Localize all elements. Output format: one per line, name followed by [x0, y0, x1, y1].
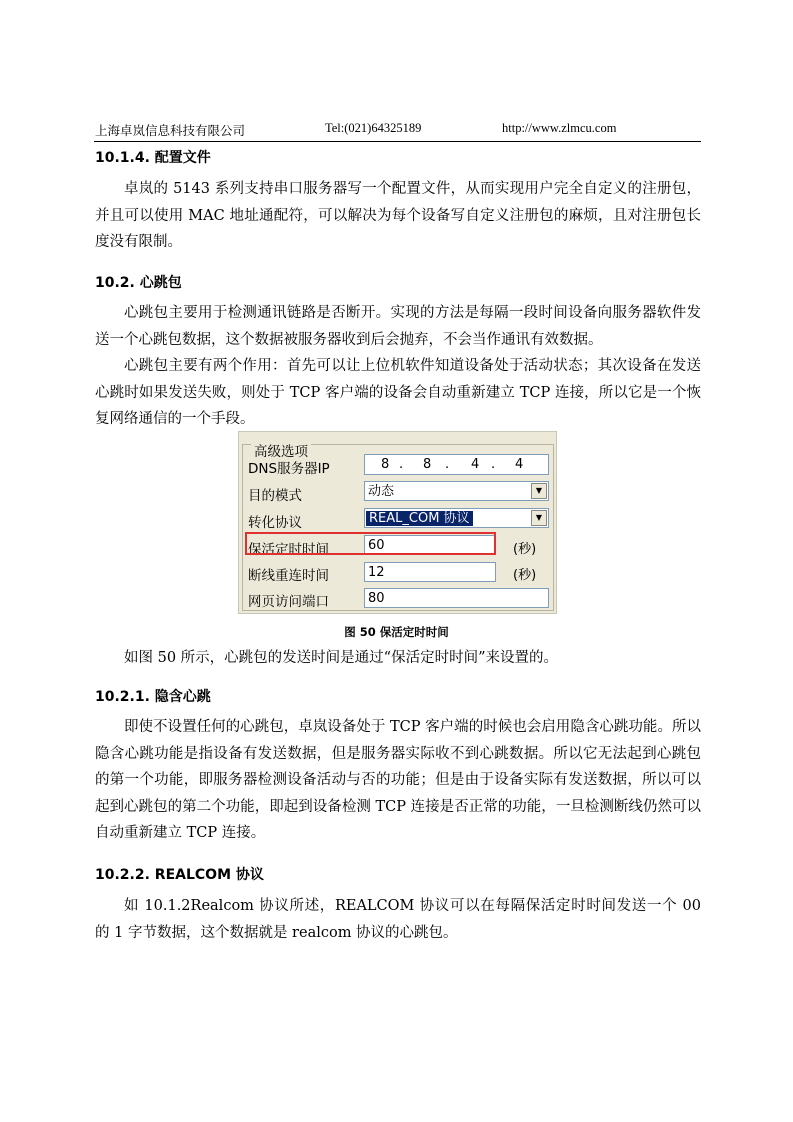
heading-10-2-1: 10.2.1. 隐含心跳 [95, 689, 211, 705]
paragraph-heartbeat-intro: 心跳包主要用于检测通讯链路是否断开。实现的方法是每隔一段时间设备向服务器软件发送一个心跳包数据，这个数据被服务器收到后会抛弃，不会当作通讯有效数据。 [95, 305, 701, 348]
group-title: 高级选项 [251, 444, 311, 460]
dns-dot-2: . [445, 457, 450, 472]
dns-label: DNS服务器IP [248, 461, 330, 477]
header-rule [94, 141, 701, 142]
dns-octet-4: 4 [515, 457, 524, 472]
keepalive-label: 保活定时时间 [248, 542, 329, 558]
header-url[interactable]: http://www.zlmcu.com [502, 121, 617, 135]
webport-value: 80 [368, 591, 385, 606]
paragraph-realcom: 如 10.1.2Realcom 协议所述，REALCOM 协议可以在每隔保活定时时间发送一个 00 的 1 字节数据，这个数据就是 realcom 协议的心跳包。 [95, 898, 701, 941]
paragraph-config-file: 卓岚的 5143 系列支持串口服务器写一个配置文件，从而实现用户完全自定义的注册包，并且可以使用 MAC 地址通配符，可以解决为每个设备写自定义注册包的麻烦，且对注册包长度没有限制。 [95, 181, 701, 250]
highlight-box [245, 532, 496, 555]
header-tel: Tel:(021)64325189 [325, 121, 422, 135]
chevron-down-icon[interactable]: ▼ [531, 510, 547, 526]
dns-ip-input[interactable] [364, 454, 549, 475]
chevron-down-icon[interactable]: ▼ [531, 483, 547, 499]
dns-octet-3: 4 [471, 457, 480, 472]
reconnect-input[interactable] [364, 562, 496, 582]
paragraph-figure-note: 如图 50 所示，心跳包的发送时间是通过“保活定时时间”来设置的。 [124, 650, 558, 666]
header-company: 上海卓岚信息科技有限公司 [95, 124, 246, 138]
reconnect-unit: (秒) [513, 568, 537, 583]
heading-10-2-2: 10.2.2. REALCOM 协议 [95, 867, 264, 883]
heading-10-1-4: 10.1.4. 配置文件 [95, 150, 211, 166]
protocol-label: 转化协议 [248, 515, 302, 531]
paragraph-implicit-heartbeat: 即使不设置任何的心跳包，卓岚设备处于 TCP 客户端的时候也会启用隐含心跳功能。所以隐含心跳功能是指设备有发送数据，但是服务器实际收不到心跳数据。所以它无法起到心跳包的第一个功能，即服务器检测设备活动与否的功能；但是由于设备实际有发送数据，所以可以起到心跳包的第二个功能，即起到设备检测 TCP 连接是否正常的功能，一旦检测断线仍然可以自动重新建立 TCP 连接。 [95, 719, 701, 841]
figure-caption: 图 50 保活定时时间 [344, 625, 449, 639]
heading-10-2: 10.2. 心跳包 [95, 275, 182, 291]
dns-dot-3: . [491, 457, 496, 472]
protocol-select[interactable] [364, 508, 549, 528]
dns-octet-1: 8 [381, 457, 390, 472]
reconnect-value: 12 [368, 565, 385, 580]
keepalive-value: 60 [368, 538, 385, 553]
paragraph-heartbeat-roles: 心跳包主要有两个作用：首先可以让上位机软件知道设备处于活动状态；其次设备在发送心跳时如果发送失败，则处于 TCP 客户端的设备会自动重新建立 TCP 连接，所以它是一个恢复网络通信的一个手段。 [95, 358, 701, 427]
mode-value: 动态 [368, 484, 395, 499]
webport-input[interactable] [364, 588, 549, 608]
mode-label: 目的模式 [248, 488, 302, 504]
dns-octet-2: 8 [423, 457, 432, 472]
dns-dot-1: . [399, 457, 404, 472]
webport-label: 网页访问端口 [248, 594, 329, 610]
keepalive-unit: (秒) [513, 542, 537, 557]
advanced-options-panel [238, 431, 557, 614]
protocol-value: REAL_COM 协议 [366, 511, 473, 526]
reconnect-label: 断线重连时间 [248, 568, 329, 584]
mode-select[interactable] [364, 481, 549, 501]
